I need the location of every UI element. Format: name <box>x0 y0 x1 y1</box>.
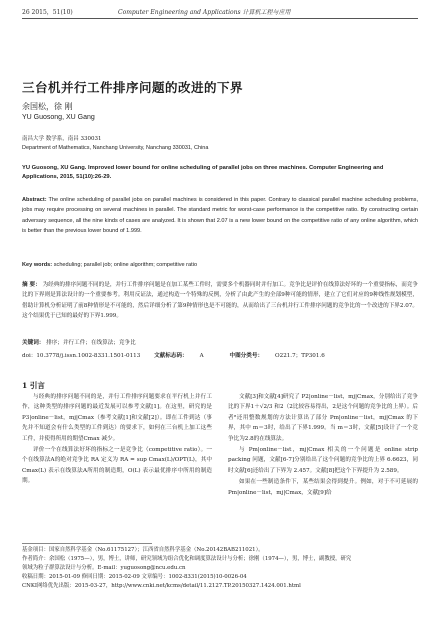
keywords-chinese <box>22 338 136 346</box>
abstract-cn-text: 为经典的排序问题不同的是，并行工件排序问题是在加工某些工件时，需要多个机器同时并行加工。竞争比是评价在线算法好坏的一个重要指标，而竞争比的下界则是算法设计的一个重要参考。利用反证法，通过构造一个特殊的反例，分析了由此产生的全部9种可能的情形，建立了它们对应的9种线性规划模型，借助计算机分析证明了前8种情形是不可能的，然后详细分析了第9种情形也是不可能的，从而给出了三台机并行工件排序问题的竞争比的一个改进的下界2.07。这个结果优于已知的最好的下界1.999。 <box>22 282 419 320</box>
page-number-issue: 26 2015，51(10) <box>22 9 73 16</box>
doi: doi：10.3778/j.issn.1002-8331.1501-0113 <box>22 353 141 359</box>
footnote-cnki: CNKI网络优先出版：2015-03-27，http://www.cnki.net/kcms/detail/11.2127.TP.20150327.1424.001.html <box>22 583 301 589</box>
section-heading-intro: 1 引言 <box>22 381 45 390</box>
body-paragraph: 评价一个在线算法好坏的指标之一是竞争比（competitive ratio）。一个在线算法A的绝对竞争比 RA 定义为 RA = sup Cmax(L)/OPT(L)，其中 Cmax(L) 表示在线算法A所用的制造期，O(L) 表示最优排序中所用的制造期。 <box>22 447 212 485</box>
body-paragraph: 与经典的排序问题不同的是，并行工件排序问题要求在平行机上并行工作，这种类型的排序问题的最近发展可以参考文献[1]。在这里，研究的是 P3|online－list，mj|Cmax（参考文献[1]和文献[2]）。即在工件到达（事先并不知道会有什么类型的工件到达）的要求下，如何在三台机上加工这些工件，并使得所用的期望Cmax 减少。 <box>22 394 212 442</box>
paper-title: 三台机并行工件排序问题的改进的下界 <box>22 80 244 95</box>
keywords-cn-text: 排序；并行工件；在线算法；竞争比 <box>46 340 136 346</box>
keywords-cn-label: 关键词： <box>22 340 45 346</box>
body-paragraph: 如果在一些制造条件下，某些结果会得到提升。例如，对于不可延展的 Pm|online－list，mj|Cmax，文献[9]给 <box>228 479 418 496</box>
article-id-label: 文献标志码： <box>154 353 188 359</box>
authors-chinese: 余国松，徐 刚 <box>22 102 73 111</box>
citation: YU Guosong, XU Gang. Improved lower bound for online scheduling of parallel jobs on three machines. Computer Engineering and Applications, 2015, 51(10):26-29. <box>22 165 384 180</box>
abstract-english <box>22 195 418 237</box>
keywords-en-text: scheduling; parallel job; online algorithm; competitive ratio <box>53 262 198 268</box>
authors-english: YU Guosong, XU Gang <box>22 114 95 121</box>
page-header <box>0 0 440 22</box>
affiliation-chinese: 南昌大学 数学系，南昌 330031 <box>22 136 102 142</box>
footnotes <box>22 546 418 591</box>
body-column-right <box>228 392 418 499</box>
clc-label: 中图分类号： <box>229 353 264 359</box>
body-paragraph: 与 Pm|online－list，mj|Cmax 相关的一个问题是 online strip packing 问题，文献[6-7]分别给出了这个问题的竞争比的上界 6.6623，同时文献[6]还给出了下界为 2.457。文献[8]把这个下界提升为 2.589。 <box>228 447 418 474</box>
body-paragraph: 文献[3]和文献[4]研究了 P2|online－list，mj|Cmax，分别给出了竞争比的下界1＋√2/3 和2（2比较容易得出，2是这个问题的竞争比的上界）。后者⁸还用整数规划的方法计算出了部分 Pm|online－list，mj|Cmax 的下界，其中 m＝3时，给出了下界1.999。当 m＝3时，文献[5]设计了一个竞争比为2.8的在线算法。 <box>228 394 418 442</box>
clc-value: O221.7；TP301.6 <box>275 353 325 359</box>
keywords-en-label: Key words: <box>22 262 53 268</box>
abstract-en-text: The online scheduling of parallel jobs on parallel machines is considered in this paper. Contrary to classical parallel machine scheduling problems, jobs may require processing on several machines in parallel. The standard metric for worst-case performance is the competitive ratio. By constructing certain adversary sequence, all the nine kinds of cases are analyzed. It is shown that 2.07 is a new lower bound on the competitive ratio of any online algorithm, which is better than the previous lower bound of 1.999. <box>22 197 419 235</box>
footnote-rule <box>22 543 152 544</box>
footnote-funding: 基金项目：国家自然科学基金（No.61175127）；江西省自然科学基金（No.20142BAB211021）。 <box>22 547 264 553</box>
abstract-cn-label: 摘 要： <box>22 282 41 288</box>
keywords-english <box>22 262 418 268</box>
classification-line <box>22 351 418 359</box>
article-id <box>154 353 216 359</box>
abstract-chinese <box>22 280 418 322</box>
footnote-authors: 作者简介：余国松（1975—），男，博士，讲师，研究领域为组合优化和调度算法设计与分析；徐刚（1974—），男，博士，副教授，研究 <box>22 556 352 562</box>
article-id-value: A <box>199 353 204 359</box>
clc-number <box>229 353 336 359</box>
abstract-en-label: Abstract: <box>22 197 47 203</box>
header-rule <box>22 18 418 19</box>
footnote-authors-cont: 领域为粒子群算法设计与分析。E-mail：yuguosong@ncu.edu.cn <box>22 565 186 571</box>
affiliation-english: Department of Mathematics, Nanchang University, Nanchang 330031, China <box>22 145 209 151</box>
footnote-dates: 收稿日期：2015-01-09 修回日期：2015-02-09 文章编号：1002-8331(2015)10-0026-04 <box>22 574 247 580</box>
body-column-left <box>22 392 212 488</box>
journal-name: Computer Engineering and Applications 计算机工程与应用 <box>118 9 291 16</box>
